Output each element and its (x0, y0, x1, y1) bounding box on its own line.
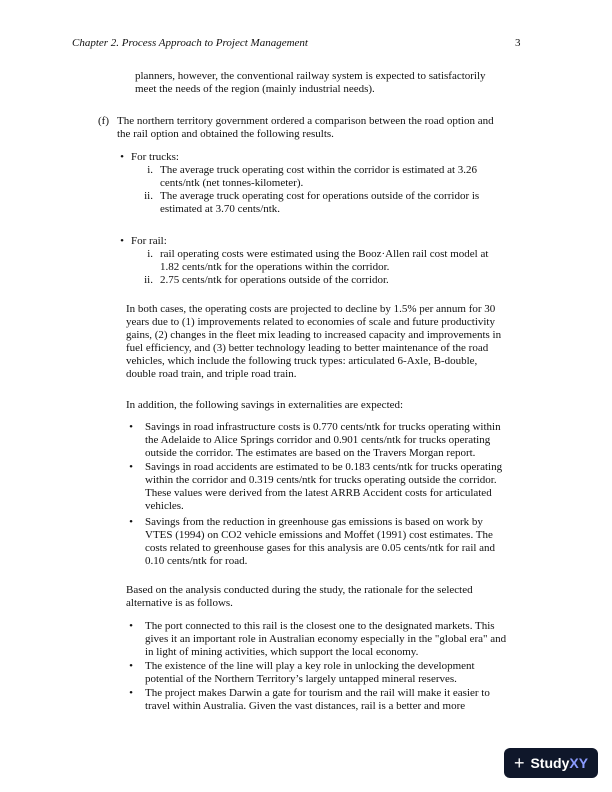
bullet-icon: • (129, 660, 133, 672)
brand-name (530, 754, 589, 771)
text-line: outside the corridor. The estimates are based on the Travers Morgan report. (145, 447, 476, 459)
externalities-intro: In addition, the following savings in externalities are expected: (126, 399, 404, 411)
list-item (160, 190, 479, 216)
text-line: cents/ntk (net tonnes-kilometer). (160, 177, 304, 189)
text-line: Savings in road infrastructure costs is 0.770 cents/ntk for trucks operating within (145, 421, 501, 433)
list-item (160, 164, 477, 190)
text-line: gains, (2) changes in the fleet mix leading to increased capacity and improvements in (126, 329, 502, 341)
bullet-icon: • (129, 687, 133, 699)
list-number: ii. (144, 274, 153, 286)
plus-icon: + (513, 753, 525, 773)
text-line: travel within Australia. Given the vast distances, rail is a better and more (145, 700, 466, 712)
rail-heading: For rail: (131, 235, 167, 247)
text-line: planners, however, the conventional railway system is expected to satisfactorily (135, 70, 486, 82)
text-line: years due to (1) improvements related to economies of scale and future productivity (126, 316, 495, 328)
bullet-icon: • (129, 516, 133, 528)
text-line: meet the needs of the region (mainly industrial needs). (135, 83, 375, 95)
text-line: The average truck operating cost for operations outside of the corridor is (160, 190, 480, 202)
bullet-icon: • (129, 620, 133, 632)
text-line: 2.75 cents/ntk for operations outside of the corridor. (160, 274, 389, 286)
list-item (145, 687, 490, 713)
text-line: double road train, and triple road train. (126, 368, 297, 380)
item-label: (f) (98, 115, 109, 127)
text-line: vehicles. (145, 500, 184, 512)
list-item (145, 461, 502, 513)
text-line: 1.82 cents/ntk for the operations within the corridor. (160, 261, 390, 273)
text-line: alternative is as follows. (126, 597, 233, 609)
text-line: The port connected to this rail is the closest one to the designated markets. This (145, 620, 495, 632)
text-line: These values were derived from the latest ARRB Accident costs for articulated (145, 487, 492, 499)
list-number: ii. (144, 190, 153, 202)
page-number: 3 (515, 37, 521, 49)
studyxy-watermark[interactable] (504, 748, 598, 778)
text-line: fuel efficiency, and (3) better technology leading to better maintenance of the road (126, 342, 489, 354)
text-line: vehicles, which include the following truck types: articulated 6-Axle, B-double, (126, 355, 478, 367)
trucks-heading: For trucks: (131, 151, 179, 163)
intro-continuation (135, 70, 486, 96)
text-line: estimated at 3.70 cents/ntk. (160, 203, 281, 215)
text-line: Savings from the reduction in greenhouse gas emissions is based on work by (145, 516, 483, 528)
text-line: the Adelaide to Alice Springs corridor and 0.901 cents/ntk for trucks operating (145, 434, 491, 446)
text-line: rail operating costs were estimated using the Booz·Allen rail cost model at (160, 248, 489, 260)
text-line: in light of mining activities, which support the local economy. (145, 646, 419, 658)
list-item (145, 620, 506, 659)
brand-prefix: Study (530, 754, 570, 771)
text-line: Savings in road accidents are estimated to be 0.183 cents/ntk for trucks operating (145, 461, 503, 473)
item-f-text (117, 115, 494, 141)
brand-suffix: XY (569, 754, 589, 771)
chapter-header: Chapter 2. Process Approach to Project Management (72, 37, 308, 49)
text-line: potential of the Northern Territory’s largely untapped mineral reserves. (145, 673, 457, 685)
rationale-intro (126, 584, 473, 610)
bullet-icon: • (129, 461, 133, 473)
bullet-icon: • (120, 151, 124, 163)
text-line: In both cases, the operating costs are projected to decline by 1.5% per annum for 30 (126, 303, 496, 315)
text-line: The project makes Darwin a gate for tourism and the rail will make it easier to (145, 687, 490, 699)
text-line: VTES (1994) on CO2 vehicle emissions and Moffet (1991) cost estimates. The (145, 529, 493, 541)
bullet-icon: • (129, 421, 133, 433)
list-number: i. (147, 164, 153, 176)
text-line: within the corridor and 0.319 cents/ntk for trucks operating outside the corridor. (145, 474, 497, 486)
bullet-icon: • (120, 235, 124, 247)
list-item (145, 421, 501, 460)
text-line: Based on the analysis conducted during the study, the rationale for the selected (126, 584, 473, 596)
both-cases-paragraph (126, 303, 501, 381)
list-item (145, 660, 475, 686)
text-line: The average truck operating cost within the corridor is estimated at 3.26 (160, 164, 478, 176)
list-number: i. (147, 248, 153, 260)
text-line: costs related to greenhouse gases for this analysis are 0.05 cents/ntk for rail and (145, 542, 496, 554)
list-item (160, 274, 389, 287)
text-line: 0.10 cents/ntk for road. (145, 555, 248, 567)
text-line: The existence of the line will play a key role in unlocking the development (145, 660, 475, 672)
text-line: The northern territory government ordered a comparison between the road option and (117, 115, 494, 127)
text-line: gives it an important role in Australian economy especially in the "global era" and (145, 633, 507, 645)
text-line: the rail option and obtained the following results. (117, 128, 334, 140)
list-item (160, 248, 488, 274)
list-item (145, 516, 495, 568)
